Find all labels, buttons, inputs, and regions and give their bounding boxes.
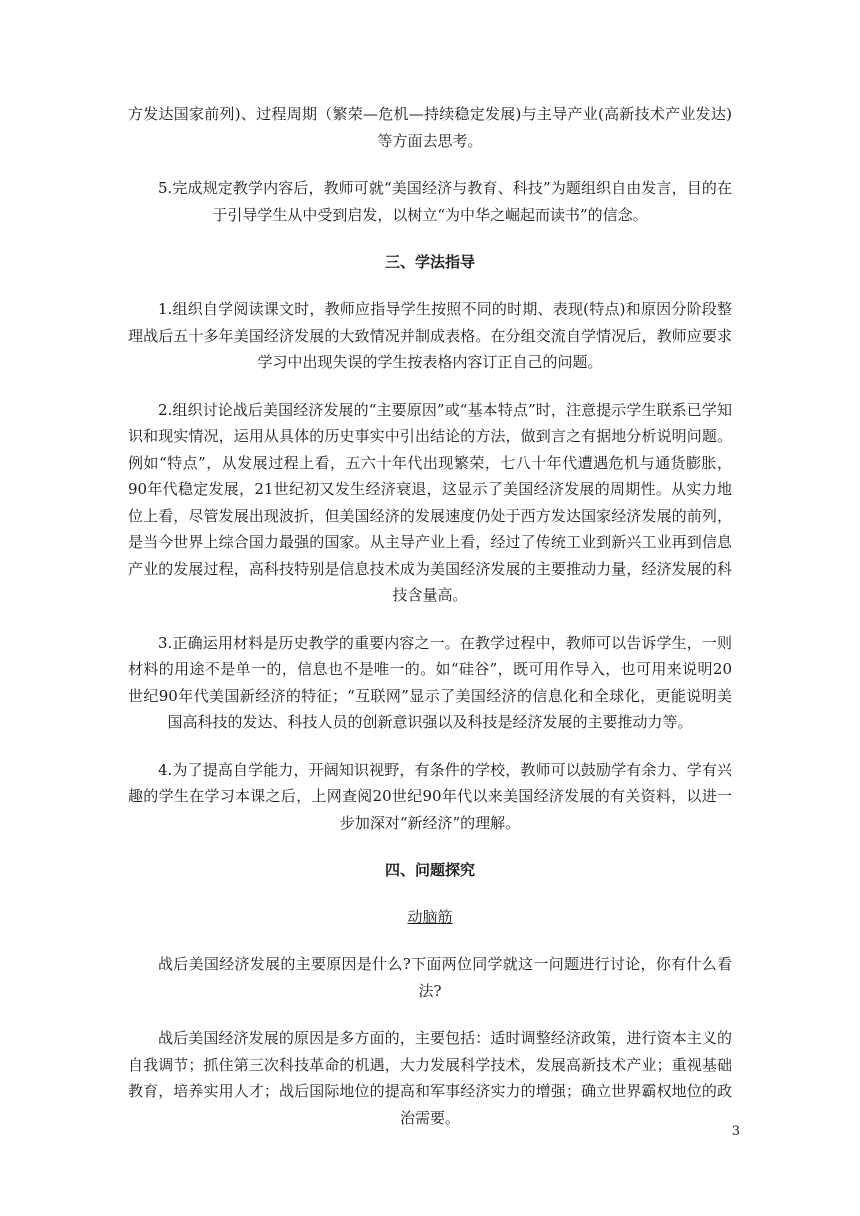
paragraph-item-5: 5.完成规定教学内容后，教师可就“美国经济与教育、科技”为题组织自由发言，目的在于引导学生从中受到启发，以树立“为中华之崛起而读书”的信念。: [158, 179, 732, 224]
paragraph-item-3: 3.正确运用材料是历史教学的重要内容之一。在教学过程中，教师可以告诉学生，一则材料的用途不是单一的，信息也不是唯一的。如“硅谷”，既可用作导入，也可用来说明20世纪90年代美国新经济的特征；“互联网”显示了美国经济的信息化和全球化，更能说明美国高科技的发达、科技人员的创新意识强以及科技是经济发展的主要推动力等。: [128, 633, 732, 731]
answer-paragraph: 战后美国经济发展的原因是多方面的，主要包括：适时调整经济政策，进行资本主义的自我调节；抓住第三次科技革命的机遇，大力发展科学技术，发展高新技术产业；重视基础教育，培养实用人才；战后国际地位的提高和军事经济实力的增强；确立世界霸权地位的政治需要。: [128, 1029, 732, 1127]
subheading-brainstorm: 动脑筋: [407, 908, 453, 926]
paragraph-item-2: 2.组织讨论战后美国经济发展的“主要原因”或“基本特点”时，注意提示学生联系已学知识和现实情况，运用从具体的历史事实中引出结论的方法，做到言之有据地分析说明问题。例如“特点”，从发展过程上看，五六十年代出现繁荣，七八十年代遭遇危机与通货膨胀，90年代稳定发展，21世纪初又发生经济衰退，这显示了美国经济发展的周期性。从实力地位上看，尽管发展出现波折，但美国经济的发展速度仍处于西方发达国家经济发展的前列，是当今世界上综合国力最强的国家。从主导产业上看，经过了传统工业到新兴工业再到信息产业的发展过程，高科技特别是信息技术成为美国经济发展的主要推动力量，经济发展的科技含量高。: [128, 400, 732, 604]
question-paragraph: 战后美国经济发展的主要原因是什么?下面两位同学就这一问题进行讨论，你有什么看法?: [158, 955, 732, 1000]
document-body: [128, 101, 732, 1152]
paragraph-continued: 方发达国家前列)、过程周期（繁荣—危机—持续稳定发展)与主导产业(高新技术产业发达)等方面去思考。: [128, 105, 732, 150]
section-heading-study-guidance: 三、学法指导: [384, 253, 475, 271]
paragraph-item-4: 4.为了提高自学能力，开阔知识视野，有条件的学校，教师可以鼓励学有余力、学有兴趣的学生在学习本课之后，上网查阅20世纪90年代以来美国经济发展的有关资料，以进一步加深对“新经济”的理解。: [128, 760, 732, 832]
section-heading-problem-inquiry: 四、问题探究: [384, 861, 475, 879]
paragraph-item-1: 1.组织自学阅读课文时，教师应指导学生按照不同的时期、表现(特点)和原因分阶段整理战后五十多年美国经济发展的大致情况并制成表格。在分组交流自学情况后，教师应要求学习中出现失误的学生按表格内容订正自己的问题。: [128, 300, 732, 371]
page-number: 3: [731, 1124, 740, 1139]
